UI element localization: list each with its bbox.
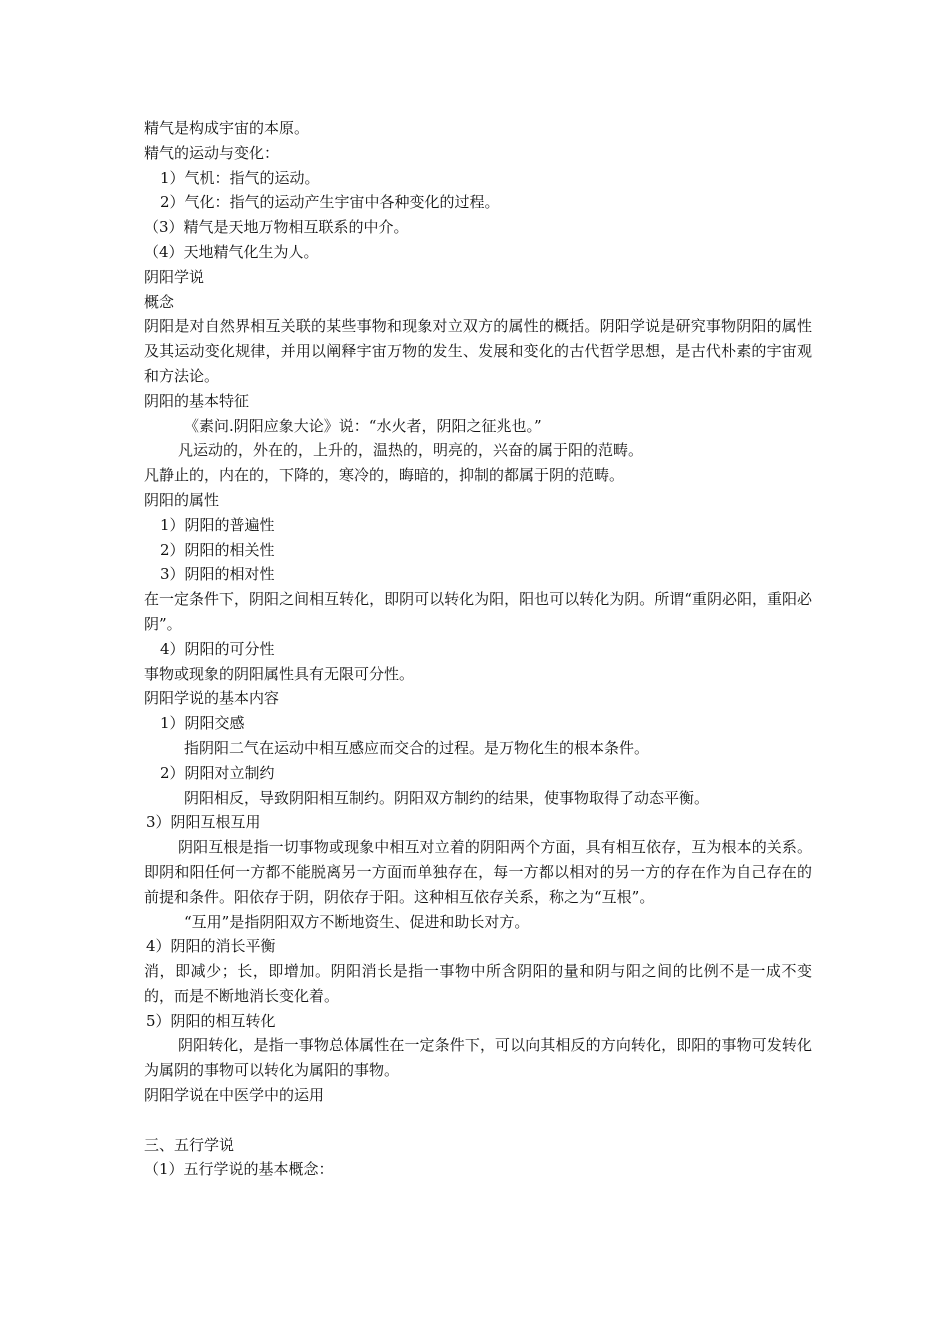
list-item: （3）精气是天地万物相互联系的中介。	[144, 218, 409, 237]
paragraph: 阴阳转化，是指一事物总体属性在一定条件下，可以向其相反的方向转化，即阳的事物可发转化为属阴的事物可以转化为属阳的事物。	[144, 1036, 812, 1080]
paragraph: 凡运动的，外在的，上升的，温热的，明亮的，兴奋的属于阳的范畴。	[178, 441, 644, 460]
list-item: 5）阴阳的相互转化	[146, 1011, 276, 1030]
blank-line	[144, 1108, 812, 1133]
paragraph: 精气的运动与变化：	[144, 143, 280, 162]
paragraph: 阴阳互根是指一切事物或现象中相互对立着的阴阳两个方面，具有相互依存，互为根本的关系。即阴和阳任何一方都不能脱离另一方面而单独存在，每一方都以相对的另一方的存在作为自己存在的前提和条件。阳依存于阴，阴依存于阳。这种相互依存关系，称之为“互根”。	[144, 838, 812, 906]
subheading: 概念	[144, 292, 175, 311]
list-item: 3）阴阳互根互用	[146, 813, 261, 832]
paragraph: 阴阳相反，导致阴阳相互制约。阴阳双方制约的结果，使事物取得了动态平衡。	[184, 788, 710, 807]
list-item: （1）五行学说的基本概念：	[144, 1160, 334, 1179]
list-item: 3）阴阳的相对性	[160, 565, 275, 584]
section-heading: 阴阳学说	[144, 267, 205, 286]
list-item: 2）阴阳的相关性	[160, 540, 275, 559]
section-heading: 三、五行学说	[144, 1135, 235, 1154]
paragraph: “互用”是指阴阳双方不断地资生、促进和助长对方。	[184, 912, 530, 931]
document-body	[144, 116, 812, 1182]
list-item: 4）阴阳的消长平衡	[146, 937, 276, 956]
paragraph: 事物或现象的阴阳属性具有无限可分性。	[144, 664, 415, 683]
paragraph: 凡静止的，内在的，下降的，寒冷的，晦暗的，抑制的都属于阴的范畴。	[144, 466, 625, 485]
list-item: 2）阴阳对立制约	[160, 763, 275, 782]
subheading: 阴阳学说在中医学中的运用	[144, 1086, 325, 1105]
list-item: 1）气机：指气的运动。	[160, 168, 320, 187]
list-item: 2）气化：指气的运动产生宇宙中各种变化的过程。	[160, 193, 500, 212]
paragraph: 精气是构成宇宙的本原。	[144, 119, 310, 137]
subheading: 阴阳的基本特征	[144, 391, 250, 410]
paragraph: 阴阳是对自然界相互关联的某些事物和现象对立双方的属性的概括。阴阳学说是研究事物阴阳的属性及其运动变化规律，并用以阐释宇宙万物的发生、发展和变化的古代哲学思想，是古代朴素的宇宙观和方法论。	[144, 317, 812, 385]
subheading: 阴阳的属性	[144, 490, 220, 509]
paragraph: 消，即减少；长，即增加。阴阳消长是指一事物中所含阴阳的量和阴与阳之间的比例不是一成不变的，而是不断地消长变化着。	[144, 962, 812, 1005]
paragraph: 在一定条件下，阴阳之间相互转化，即阴可以转化为阳，阳也可以转化为阴。所谓“重阴必阳，重阳必阴”。	[144, 590, 812, 633]
subheading: 阴阳学说的基本内容	[144, 689, 280, 708]
list-item: （4）天地精气化生为人。	[144, 242, 319, 261]
list-item: 1）阴阳的普遍性	[160, 515, 275, 534]
list-item: 1）阴阳交感	[160, 714, 245, 733]
paragraph: 指阴阳二气在运动中相互感应而交合的过程。是万物化生的根本条件。	[184, 738, 650, 757]
quote: 《素问.阴阳应象大论》说：“水火者，阴阳之征兆也。”	[184, 416, 542, 435]
list-item: 4）阴阳的可分性	[160, 639, 275, 658]
